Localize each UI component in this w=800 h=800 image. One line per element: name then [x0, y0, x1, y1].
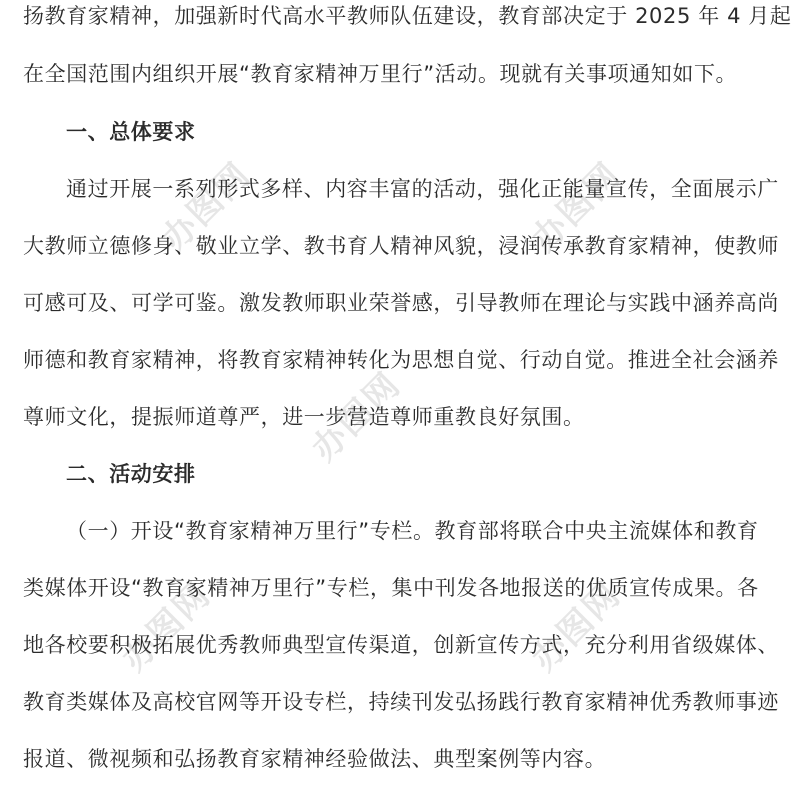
paragraph-line: 通过开展一系列形式多样、内容丰富的活动，强化正能量宣传，全面展示广 — [66, 177, 779, 201]
watermark: 办图网 — [524, 574, 629, 680]
section-heading: 二、活动安排 — [66, 462, 196, 486]
paragraph-line: 在全国范围内组织开展“教育家精神万里行”活动。现就有关事项通知如下。 — [23, 62, 738, 86]
section-heading: 一、总体要求 — [66, 120, 196, 144]
paragraph-line: 扬教育家精神，加强新时代高水平教师队伍建设，教育部决定于 2025 年 4 月起 — [23, 4, 792, 28]
paragraph-line: 地各校要积极拓展优秀教师典型宣传渠道，创新宣传方式，充分利用省级媒体、 — [23, 633, 779, 657]
watermark: 办图网 — [154, 154, 259, 260]
paragraph-line: 师德和教育家精神，将教育家精神转化为思想自觉、行动自觉。推进全社会涵养 — [23, 348, 779, 372]
paragraph-line: 尊师文化，提振师道尊严，进一步营造尊师重教良好氛围。 — [23, 405, 585, 429]
watermark: 办图网 — [114, 574, 219, 680]
watermark: 办图网 — [304, 364, 409, 470]
paragraph-line: 报道、微视频和弘扬教育家精神经验做法、典型案例等内容。 — [23, 747, 607, 771]
paragraph-line: 可感可及、可学可鉴。激发教师职业荣誉感，引导教师在理论与实践中涵养高尚 — [23, 291, 779, 315]
paragraph-line: 类媒体开设“教育家精神万里行”专栏，集中刊发各地报送的优质宣传成果。各 — [23, 576, 759, 600]
watermark: 办图网 — [524, 154, 629, 260]
paragraph-line: （一）开设“教育家精神万里行”专栏。教育部将联合中央主流媒体和教育 — [66, 519, 759, 543]
paragraph-line: 大教师立德修身、敬业立学、教书育人精神风貌，浸润传承教育家精神，使教师 — [23, 234, 779, 258]
paragraph-line: 教育类媒体及高校官网等开设专栏，持续刊发弘扬践行教育家精神优秀教师事迹 — [23, 690, 779, 714]
